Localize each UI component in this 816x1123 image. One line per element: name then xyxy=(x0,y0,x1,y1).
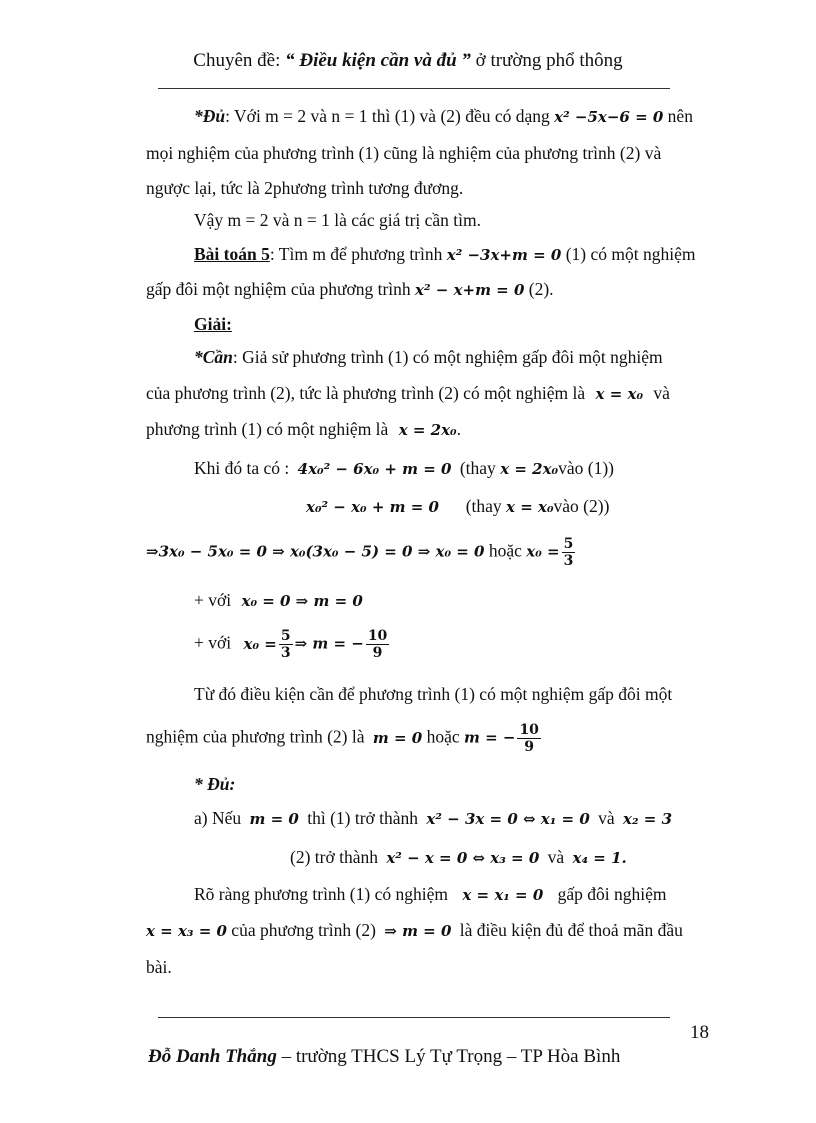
ro-rang-line-1: Rõ ràng phương trình (1) có nghiệm x = x₁ = 0 gấp đôi nghiệm xyxy=(194,884,667,904)
text-line: ngược lại, tức là 2phương trình tương đương. xyxy=(146,178,464,198)
ro-rang-line-2: x = x₃ = 0 của phương trình (2) ⇒ m = 0 là điều kiện đủ để thoả mãn đầu xyxy=(146,920,683,940)
case-a-line-2: (2) trở thành x² − x = 0 ⇔ x₃ = 0 và x₄ = 1. xyxy=(290,847,627,867)
equation: x² − x = 0 ⇔ x₃ = 0 xyxy=(386,849,540,867)
header-prefix: Chuyên đề: xyxy=(193,50,286,71)
equation-line-a: Khi đó ta có : 4x₀² − 6x₀ + m = 0 (thay x = 2x₀vào (1)) xyxy=(194,458,614,478)
fraction-5-3: $\frac{5}{3}$ xyxy=(280,628,291,661)
equation: x = x₁ = 0 xyxy=(462,886,544,904)
fraction-10-9: $\frac{10}{9}$ xyxy=(367,628,388,661)
case-a-line: a) Nếu m = 0 thì (1) trở thành x² − 3x = 0 ⇔ x₁ = 0 và x₂ = 3 xyxy=(194,808,673,828)
equation: x₀² − x₀ + m = 0 xyxy=(306,498,439,516)
case-x0-0: + với x₀ = 0 ⇒ m = 0 xyxy=(194,590,363,610)
equation: m = 0 xyxy=(372,728,423,747)
solution-heading: Giải: xyxy=(194,314,232,334)
text-line: Vậy m = 2 và n = 1 là các giá trị cần tìm. xyxy=(194,210,482,230)
fraction-10-9: $\frac{10}{9}$ xyxy=(519,722,539,755)
equation: x² − 3x = 0 ⇔ x₁ = 0 xyxy=(426,810,590,828)
footer-rule xyxy=(158,1017,670,1018)
derivation-line: ⇒3x₀ − 5x₀ = 0 ⇒ x₀(3x₀ − 5) = 0 ⇒ x₀ = 0 hoặc x₀ = $\frac{5}{3}$ xyxy=(146,536,574,569)
equation-line-b: x₀² − x₀ + m = 0 (thay x = x₀vào (2)) xyxy=(306,496,610,516)
conclusion-line: nghiệm của phương trình (2) là m = 0 hoặc m = − $\frac{10}{9}$ xyxy=(146,722,539,755)
page-header xyxy=(0,50,816,72)
problem-5-label: Bài toán 5 xyxy=(194,244,270,264)
text-line: bài. xyxy=(146,957,172,977)
equation: x = 2x₀ xyxy=(398,421,457,439)
text-line: Từ đó điều kiện cần để phương trình (1) có một nghiệm gấp đôi một xyxy=(194,684,673,704)
author-name: Đỗ Danh Thắng xyxy=(148,1046,277,1067)
equation: 4x₀² − 6x₀ + m = 0 xyxy=(297,460,452,478)
page-number: 18 xyxy=(690,1022,709,1043)
equation: x = x₀ xyxy=(595,385,644,403)
equation: m = 0 xyxy=(249,810,299,828)
can-label: *Cần xyxy=(194,347,233,367)
fraction-5-3: $\frac{5}{3}$ xyxy=(563,536,574,569)
text-line: mọi nghiệm của phương trình (1) cũng là nghiệm của phương trình (2) và xyxy=(146,143,662,163)
du-heading: * Đủ: xyxy=(194,774,236,794)
equation: x² −5x−6 = 0 xyxy=(554,108,664,126)
page-footer xyxy=(148,1046,620,1068)
problem-5-line-2: gấp đôi một nghiệm của phương trình x² − x+m = 0 (2). xyxy=(146,279,554,299)
equation: ⇒3x₀ − 5x₀ = 0 ⇒ x₀(3x₀ − 5) = 0 ⇒ x₀ = 0 xyxy=(146,542,485,561)
case-x0-5-3: + với x₀ = $\frac{5}{3}$ ⇒ m = − $\frac{10}{9}$ xyxy=(194,628,388,661)
problem-5-line: Bài toán 5: Tìm m để phương trình x² −3x+m = 0 (1) có một nghiệm xyxy=(194,244,696,264)
can-line-2: của phương trình (2), tức là phương trình (2) có một nghiệm là x = x₀ và xyxy=(146,383,670,403)
equation: x₀ = 0 ⇒ m = 0 xyxy=(241,592,363,610)
can-line-3: phương trình (1) có một nghiệm là x = 2x₀. xyxy=(146,419,461,439)
equation: x² − x+m = 0 xyxy=(415,281,525,299)
can-line-1: *Cần: Giả sử phương trình (1) có một nghiệm gấp đôi một nghiệm xyxy=(194,347,663,367)
du-label: *Đủ xyxy=(194,106,226,126)
header-title: “ Điều kiện cần và đủ ” xyxy=(285,50,471,71)
header-suffix: ở trường phổ thông xyxy=(470,50,623,71)
paragraph-du: *Đủ: Với m = 2 và n = 1 thì (1) và (2) đều có dạng x² −5x−6 = 0 nên xyxy=(194,106,693,126)
header-rule xyxy=(158,88,670,89)
equation: x = x₃ = 0 xyxy=(146,922,227,940)
school-name: – trường THCS Lý Tự Trọng – TP Hòa Bình xyxy=(276,1046,621,1067)
equation: x² −3x+m = 0 xyxy=(446,246,562,264)
